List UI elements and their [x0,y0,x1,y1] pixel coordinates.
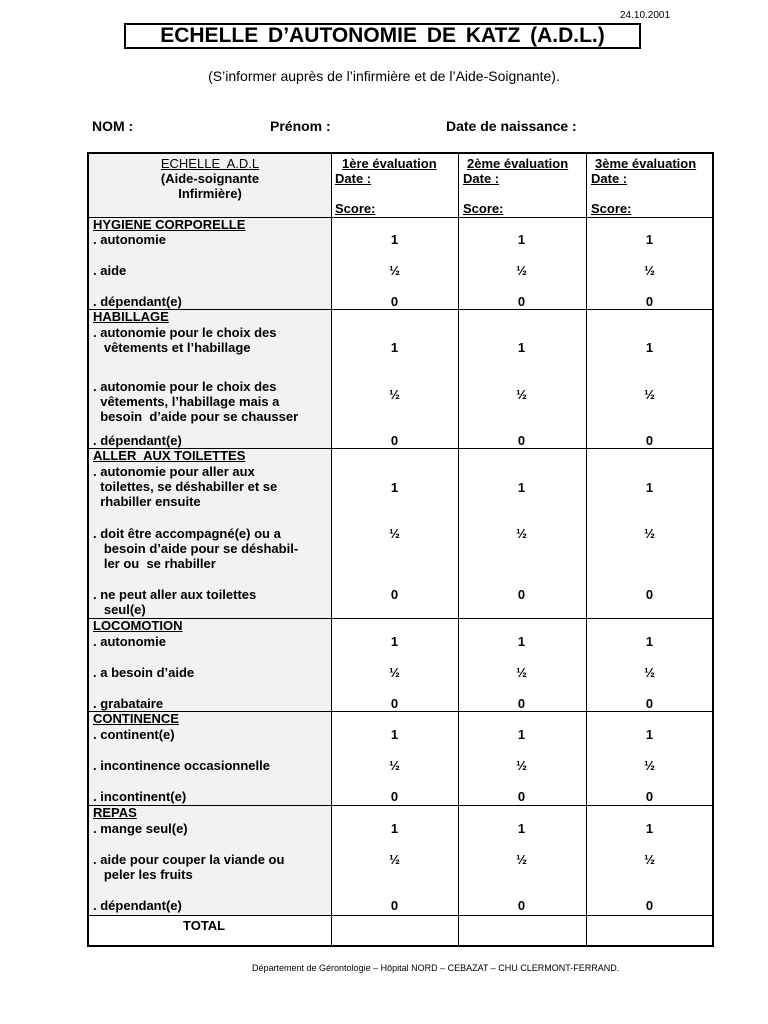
eval-2-title: 2ème évaluation [467,156,569,171]
score-eval-3: ½ [644,852,655,867]
row-divider [89,915,712,916]
page-title: ECHELLE D’AUTONOMIE DE KATZ (A.D.L.) [124,23,641,49]
adl-table [87,152,714,947]
row-divider [89,309,712,310]
section-title: ALLER AUX TOILETTES [93,448,246,463]
score-eval-2: ½ [516,758,527,773]
score-eval-3: 1 [645,634,654,649]
eval-2-score: Score: [463,201,504,216]
score-eval-1: ½ [389,758,400,773]
score-eval-2: 0 [517,696,526,711]
eval-3-title: 3ème évaluation [595,156,697,171]
score-eval-2: 1 [517,232,526,247]
score-eval-3: ½ [644,526,655,541]
score-eval-2: 0 [517,898,526,913]
score-eval-1: 0 [390,433,399,448]
item-label: . autonomie [93,232,166,247]
score-eval-1: 0 [390,587,399,602]
score-eval-3: ½ [644,263,655,278]
row-divider [89,711,712,712]
score-eval-3: 1 [645,727,654,742]
score-eval-2: 1 [517,821,526,836]
score-eval-2: ½ [516,665,527,680]
section-title: LOCOMOTION [93,618,183,633]
item-label: . aide pour couper la viande ou peler les fruits [93,852,285,882]
item-label: . mange seul(e) [93,821,188,836]
field-date-naissance: Date de naissance : [446,118,577,134]
item-label: . incontinence occasionnelle [93,758,270,773]
section-title: REPAS [93,805,137,820]
score-eval-2: ½ [516,526,527,541]
section-title: HABILLAGE [93,309,169,324]
score-eval-2: ½ [516,852,527,867]
item-label: . aide [93,263,127,278]
score-eval-2: 1 [517,634,526,649]
score-eval-3: 1 [645,480,654,495]
score-eval-2: 1 [517,727,526,742]
score-eval-1: ½ [389,665,400,680]
score-eval-1: 0 [390,294,399,309]
item-label: . incontinent(e) [93,789,187,804]
item-label: . dépendant(e) [93,294,182,309]
item-label: . doit être accompagné(e) ou a besoin d’aide pour se déshabil- ler ou se rhabiller [93,526,299,571]
document-date: 24.10.2001 [620,10,671,21]
score-eval-3: 1 [645,821,654,836]
item-label: . grabataire [93,696,164,711]
score-eval-1: 1 [390,821,399,836]
field-prenom: Prénom : [270,118,331,134]
score-eval-1: ½ [389,526,400,541]
score-eval-1: 0 [390,696,399,711]
item-label: . autonomie [93,634,166,649]
score-eval-2: 0 [517,789,526,804]
score-eval-1: ½ [389,852,400,867]
score-eval-1: 1 [390,480,399,495]
score-eval-3: ½ [644,387,655,402]
footer-credit: Département de Gérontologie – Hôpital NORD – CEBAZAT – CHU CLERMONT-FERRAND. [252,963,620,973]
field-nom: NOM : [92,118,134,134]
item-label: . a besoin d’aide [93,665,195,680]
table-corner-title: ECHELLE A.D.L [160,156,260,171]
score-eval-2: 0 [517,587,526,602]
item-label: . autonomie pour le choix des vêtements, l’habillage mais a besoin d’aide pour se chausser [93,379,299,424]
score-eval-3: 0 [645,898,654,913]
item-label: . autonomie pour aller aux toilettes, se déshabiller et se rhabiller ensuite [93,464,278,509]
subtitle: (S’informer auprès de l’infirmière et de l’Aide-Soignante). [208,68,560,84]
row-divider [89,805,712,806]
score-eval-2: ½ [516,263,527,278]
section-title: HYGIENE CORPORELLE [93,217,246,232]
score-eval-2: 1 [517,480,526,495]
score-eval-1: 1 [390,634,399,649]
score-eval-3: 1 [645,232,654,247]
score-eval-2: ½ [516,387,527,402]
table-corner-line3: Infirmière) [178,186,242,201]
score-eval-2: 1 [517,340,526,355]
score-eval-1: 1 [390,232,399,247]
score-eval-3: 0 [645,789,654,804]
score-eval-3: 0 [645,433,654,448]
score-eval-1: 0 [390,789,399,804]
score-eval-1: 1 [390,340,399,355]
score-eval-3: ½ [644,758,655,773]
table-corner-line2: (Aide-soignante [160,171,260,186]
score-eval-3: 1 [645,340,654,355]
item-label: . dépendant(e) [93,433,182,448]
score-eval-2: 0 [517,433,526,448]
score-eval-3: 0 [645,696,654,711]
score-eval-1: 0 [390,898,399,913]
score-eval-3: 0 [645,294,654,309]
item-label: . ne peut aller aux toilettes seul(e) [93,587,257,617]
score-eval-1: ½ [389,263,400,278]
eval-3-score: Score: [591,201,632,216]
eval-1-date: Date : [335,171,372,186]
section-title: CONTINENCE [93,711,179,726]
total-label: TOTAL [183,918,226,933]
eval-2-date: Date : [463,171,500,186]
item-label: . dépendant(e) [93,898,182,913]
score-eval-2: 0 [517,294,526,309]
score-eval-1: 1 [390,727,399,742]
item-label: . continent(e) [93,727,175,742]
eval-1-title: 1ère évaluation [342,156,437,171]
score-eval-3: 0 [645,587,654,602]
eval-3-date: Date : [591,171,628,186]
eval-1-score: Score: [335,201,376,216]
score-eval-3: ½ [644,665,655,680]
score-eval-1: ½ [389,387,400,402]
item-label: . autonomie pour le choix des vêtements et l’habillage [93,325,277,355]
